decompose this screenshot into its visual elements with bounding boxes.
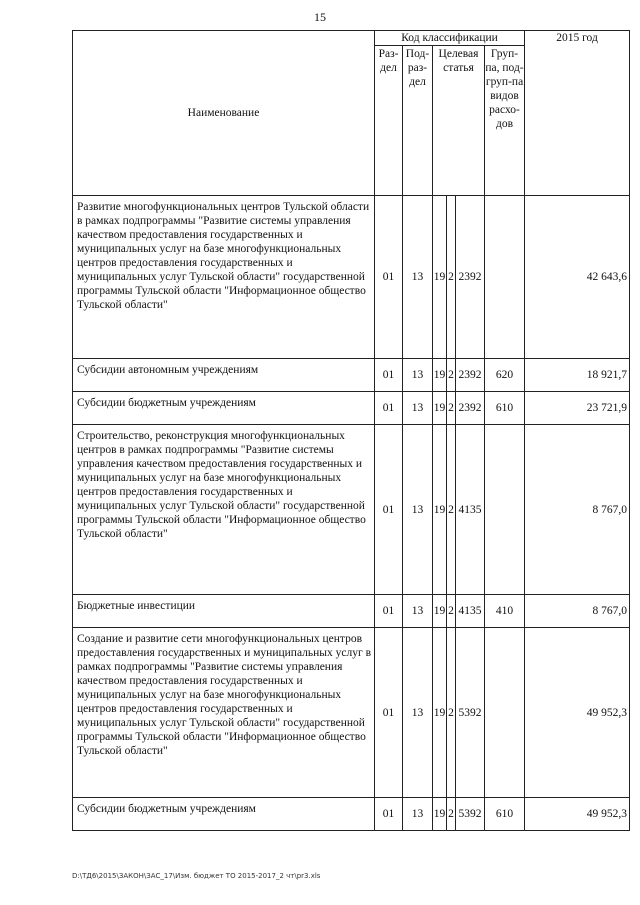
table-row bbox=[73, 425, 630, 595]
row-expense-type: 410 bbox=[485, 595, 525, 628]
row-target-3: 4135 bbox=[456, 425, 485, 595]
row-target-1: 19 bbox=[433, 628, 447, 798]
row-expense-type: 610 bbox=[485, 392, 525, 425]
row-target-3: 5392 bbox=[456, 798, 485, 831]
header-name: Наименование bbox=[73, 31, 375, 196]
row-razdel: 01 bbox=[375, 595, 403, 628]
row-name: Субсидии бюджетным учреждениям bbox=[73, 798, 375, 831]
row-razdel: 01 bbox=[375, 425, 403, 595]
row-razdel: 01 bbox=[375, 628, 403, 798]
row-amount: 42 643,6 bbox=[525, 196, 630, 359]
row-expense-type bbox=[485, 196, 525, 359]
row-amount: 18 921,7 bbox=[525, 359, 630, 392]
row-podrazdel: 13 bbox=[403, 392, 433, 425]
row-amount: 8 767,0 bbox=[525, 425, 630, 595]
row-target-3: 2392 bbox=[456, 359, 485, 392]
table-row bbox=[73, 392, 630, 425]
header-expense-group: Груп-па, под-груп-па видов расхо-дов bbox=[485, 46, 525, 196]
row-amount: 49 952,3 bbox=[525, 628, 630, 798]
table-row bbox=[73, 359, 630, 392]
row-name: Субсидии бюджетным учреждениям bbox=[73, 392, 375, 425]
header-razdel: Раз-дел bbox=[375, 46, 403, 196]
row-expense-type bbox=[485, 628, 525, 798]
row-expense-type: 610 bbox=[485, 798, 525, 831]
row-name: Строительство, реконструкция многофункциональных центров в рамках подпрограммы "Развитие системы управления качеством предоставления государственных и муниципальных услуг на базе многофункциональных центров предоставления государственных и муниципальных услуг Тульской области" государственной программы Тульской области "Информационное общество Тульской области" bbox=[73, 425, 375, 595]
row-expense-type: 620 bbox=[485, 359, 525, 392]
row-razdel: 01 bbox=[375, 359, 403, 392]
row-podrazdel: 13 bbox=[403, 595, 433, 628]
row-target-1: 19 bbox=[433, 425, 447, 595]
file-path-footer: D:\ТД6\2015\ЗАКОН\ЗАС_17\Изм. бюджет ТО 2015-2017_2 чт\pr3.xls bbox=[72, 872, 321, 880]
row-target-2: 2 bbox=[447, 425, 456, 595]
row-podrazdel: 13 bbox=[403, 628, 433, 798]
row-amount: 8 767,0 bbox=[525, 595, 630, 628]
header-classification-code: Код классификации bbox=[375, 31, 525, 46]
row-name: Создание и развитие сети многофункциональных центров предоставления государственных и муниципальных услуг в рамках подпрограммы "Развитие системы управления качеством предоставления государственных и муниципальных услуг на базе многофункциональных центров предоставления государственных и муниципальных услуг Тульской области" государственной программы Тульской области "Информационное общество Тульской области" bbox=[73, 628, 375, 798]
row-razdel: 01 bbox=[375, 392, 403, 425]
row-target-2: 2 bbox=[447, 595, 456, 628]
row-amount: 23 721,9 bbox=[525, 392, 630, 425]
row-amount: 49 952,3 bbox=[525, 798, 630, 831]
row-name: Развитие многофункциональных центров Тульской области в рамках подпрограммы "Развитие системы управления качеством предоставления государственных и муниципальных услуг на базе многофункциональных центров предоставления государственных и муниципальных услуг Тульской области" государственной программы Тульской области "Информационное общество Тульской области" bbox=[73, 196, 375, 359]
page-number: 15 bbox=[314, 10, 326, 24]
header-target-article: Целевая статья bbox=[433, 46, 485, 196]
row-expense-type bbox=[485, 425, 525, 595]
row-target-2: 2 bbox=[447, 798, 456, 831]
row-target-1: 19 bbox=[433, 196, 447, 359]
row-target-3: 5392 bbox=[456, 628, 485, 798]
row-target-2: 2 bbox=[447, 196, 456, 359]
row-podrazdel: 13 bbox=[403, 359, 433, 392]
row-podrazdel: 13 bbox=[403, 798, 433, 831]
row-target-1: 19 bbox=[433, 595, 447, 628]
row-name: Субсидии автономным учреждениям bbox=[73, 359, 375, 392]
table-row bbox=[73, 798, 630, 831]
budget-table bbox=[72, 30, 630, 831]
table-row bbox=[73, 628, 630, 798]
table-row bbox=[73, 595, 630, 628]
row-name: Бюджетные инвестиции bbox=[73, 595, 375, 628]
table-row bbox=[73, 196, 630, 359]
header-year: 2015 год bbox=[525, 31, 630, 196]
row-target-3: 4135 bbox=[456, 595, 485, 628]
row-target-2: 2 bbox=[447, 359, 456, 392]
row-target-1: 19 bbox=[433, 359, 447, 392]
row-razdel: 01 bbox=[375, 798, 403, 831]
row-target-2: 2 bbox=[447, 628, 456, 798]
header-podrazdel: Под-раз-дел bbox=[403, 46, 433, 196]
row-target-1: 19 bbox=[433, 392, 447, 425]
row-target-3: 2392 bbox=[456, 196, 485, 359]
row-target-3: 2392 bbox=[456, 392, 485, 425]
row-podrazdel: 13 bbox=[403, 425, 433, 595]
row-target-2: 2 bbox=[447, 392, 456, 425]
row-podrazdel: 13 bbox=[403, 196, 433, 359]
row-razdel: 01 bbox=[375, 196, 403, 359]
row-target-1: 19 bbox=[433, 798, 447, 831]
